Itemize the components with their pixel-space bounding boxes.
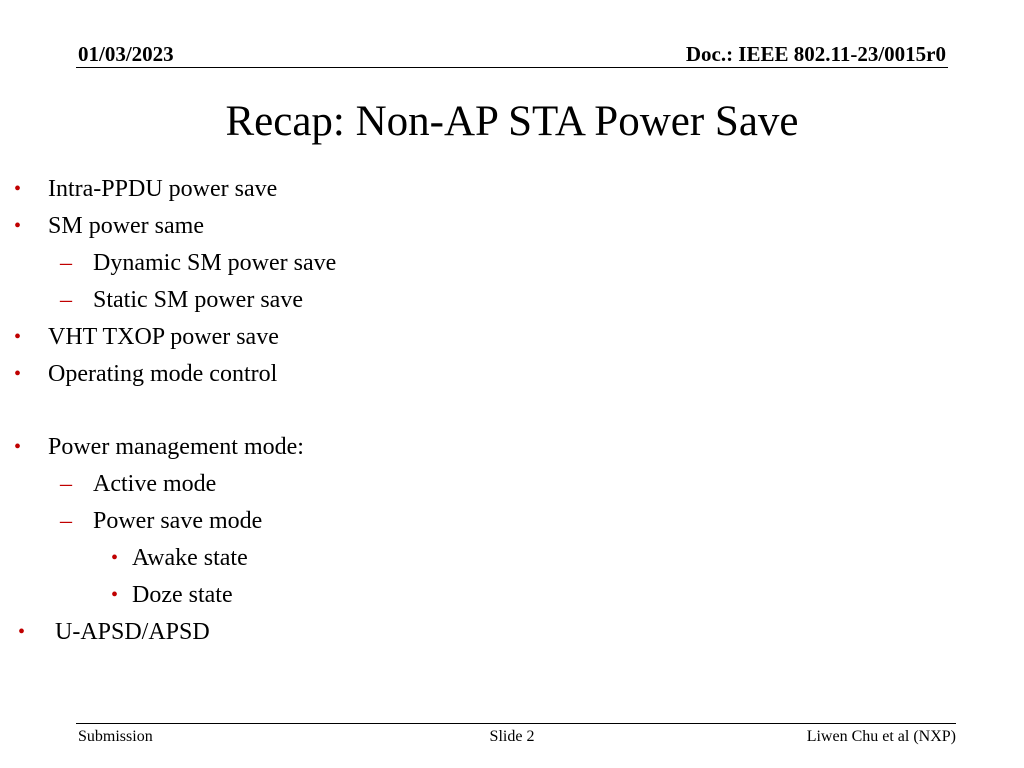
bullet-dot-icon: • xyxy=(14,326,22,348)
footer-slide-number: Slide 2 xyxy=(489,728,535,745)
sub-item-text: Static SM power save xyxy=(93,287,303,313)
bullet-dot-icon: • xyxy=(111,547,119,569)
bullet-dot-icon: • xyxy=(14,363,22,385)
bullet-text: U-APSD/APSD xyxy=(55,619,210,645)
bullet-dot-icon: • xyxy=(14,215,22,237)
sub-item-text: Active mode xyxy=(93,471,217,497)
dash-icon: – xyxy=(60,471,72,497)
bullet-dot-icon: • xyxy=(111,584,119,606)
bullet-dot-icon: • xyxy=(14,436,22,458)
sub-item-text: Power save mode xyxy=(93,508,263,534)
footer-submission: Submission xyxy=(78,728,153,745)
bullet-text: VHT TXOP power save xyxy=(48,324,279,350)
footer-divider xyxy=(76,723,956,724)
sub-item-text: Dynamic SM power save xyxy=(93,250,337,276)
header-divider xyxy=(76,67,948,68)
dash-icon: – xyxy=(60,287,72,313)
bullet-text: Power management mode: xyxy=(48,434,304,460)
dash-icon: – xyxy=(60,508,72,534)
header-date: 01/03/2023 xyxy=(78,42,174,66)
dash-icon: – xyxy=(60,250,72,276)
bullet-text: Operating mode control xyxy=(48,361,278,387)
bullet-text: Intra-PPDU power save xyxy=(48,176,278,202)
sub-sub-item-text: Doze state xyxy=(132,582,233,608)
slide-title: Recap: Non-AP STA Power Save xyxy=(225,98,799,145)
bullet-text: SM power same xyxy=(48,213,204,239)
header-doc-id: Doc.: IEEE 802.11-23/0015r0 xyxy=(685,42,946,66)
bullet-dot-icon: • xyxy=(14,178,22,200)
sub-sub-item-text: Awake state xyxy=(132,545,248,571)
bullet-dot-icon: • xyxy=(18,621,26,643)
footer-author: Liwen Chu et al (NXP) xyxy=(806,728,956,745)
